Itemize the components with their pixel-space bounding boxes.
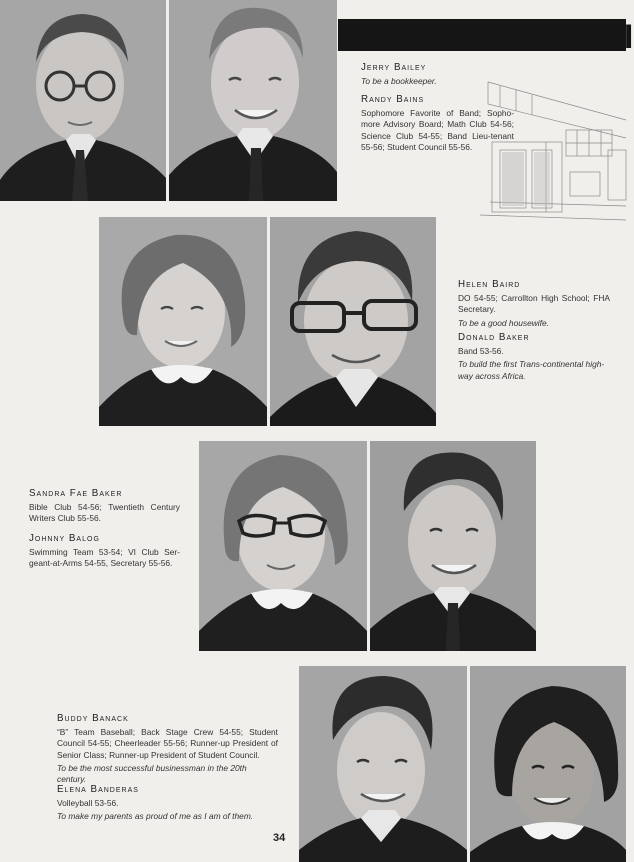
student-ambition: To be the most successful businessman in the 20th century.	[57, 762, 247, 785]
portrait-helen-baird	[99, 217, 267, 426]
entry-randy-bains	[361, 94, 514, 153]
student-activities: Swimming Team 53-54; VI Club Ser-geant-at-Arms 54-55, Secretary 55-56.	[29, 547, 180, 569]
entry-buddy-banack	[57, 713, 278, 785]
portrait-jerry-bailey	[0, 0, 166, 201]
student-name: Johnny Balog	[29, 533, 100, 544]
page-number: 34	[273, 832, 286, 844]
portrait-buddy-banack	[299, 666, 467, 862]
student-activities: Volleyball 53-56.	[57, 798, 119, 809]
student-name: Buddy Banack	[57, 713, 129, 724]
student-activities: “B” Team Baseball; Back Stage Crew 54-55; Student Council 54-55; Cheerleader 55-56; Runner-up President of Senior Class; Runner-up President of Student Council.	[57, 727, 278, 760]
student-name: Helen Baird	[458, 279, 521, 290]
student-activities: Bible Club 54-56; Twentieth Century Writers Club 55-56.	[29, 502, 180, 524]
student-name: Elena Banderas	[57, 784, 139, 795]
student-name: Donald Baker	[458, 332, 530, 343]
portrait-sandra-fae-baker	[199, 441, 367, 651]
entry-elena-banderas	[57, 784, 278, 823]
student-name: Sandra Fae Baker	[29, 488, 123, 499]
entry-donald-baker	[458, 332, 610, 382]
section-header: SENI	[551, 18, 634, 56]
student-name: Jerry Bailey	[361, 62, 427, 73]
student-ambition: To be a bookkeeper.	[361, 76, 437, 87]
portrait-johnny-balog	[370, 441, 536, 651]
portrait-donald-baker	[270, 217, 436, 426]
student-ambition: To build the first Trans-continental high-way across Africa.	[458, 359, 605, 381]
student-ambition: To be a good housewife.	[458, 317, 549, 328]
student-name: Randy Bains	[361, 94, 425, 105]
student-activities: Band 53-56.	[458, 346, 504, 357]
entry-sandra-fae-baker	[29, 488, 180, 525]
portrait-randy-bains	[169, 0, 337, 201]
entry-helen-baird	[458, 279, 610, 329]
student-activities: DO 54-55; Carrollton High School; FHA Secretary.	[458, 293, 610, 315]
student-activities: Sophomore Favorite of Band; Sopho-more Advisory Board; Math Club 54-56; Science Club 54-55; Band Lieu-tenant 55-56; Student Council 55-56.	[361, 108, 514, 152]
entry-jerry-bailey	[361, 62, 516, 87]
portrait-elena-banderas	[470, 666, 626, 862]
entry-johnny-balog	[29, 533, 180, 570]
student-ambition: To make my parents as proud of me as I am of them.	[57, 811, 254, 822]
